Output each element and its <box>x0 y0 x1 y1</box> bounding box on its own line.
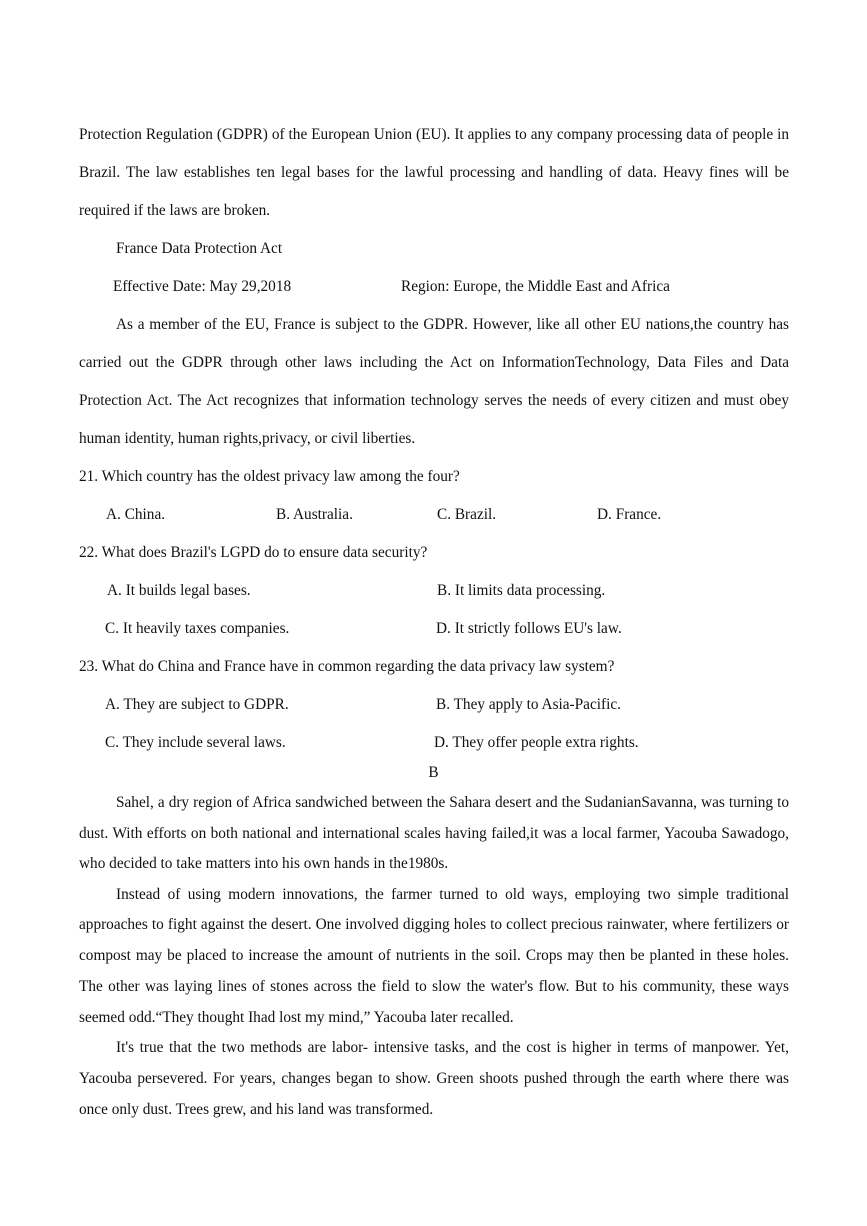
passage-line: dust. With efforts on both national and international scales having failed,it was a local farmer, Yacouba Sawadogo, <box>79 825 789 842</box>
question-stem: 21. Which country has the oldest privacy law among the four? <box>79 468 460 485</box>
passage-line: once only dust. Trees grew, and his land was transformed. <box>79 1101 434 1118</box>
answer-option: A. It builds legal bases. <box>107 582 251 599</box>
answer-option: A. They are subject to GDPR. <box>105 696 289 713</box>
passage-line: carried out the GDPR through other laws including the Act on InformationTechnology, Data Files and Data <box>79 354 789 371</box>
passage-line: As a member of the EU, France is subject to the GDPR. However, like all other EU nations,the country has <box>116 316 789 333</box>
answer-option: C. Brazil. <box>437 506 497 523</box>
passage-line: approaches to fight against the desert. One involved digging holes to collect precious rainwater, where fertilizers or <box>79 916 789 933</box>
passage-line: It's true that the two methods are labor- intensive tasks, and the cost is higher in terms of manpower. Yet, <box>116 1039 789 1056</box>
passage-line: required if the laws are broken. <box>79 202 271 219</box>
answer-option: D. It strictly follows EU's law. <box>436 620 622 637</box>
answer-option: C. They include several laws. <box>105 734 286 751</box>
passage-line: seemed odd.“They thought Ihad lost my mind,” Yacouba later recalled. <box>79 1009 514 1026</box>
passage-line: compost may be placed to increase the amount of nutrients in the soil. Crops may then be planted in these holes. <box>79 947 789 964</box>
answer-option: C. It heavily taxes companies. <box>105 620 290 637</box>
passage-line: Protection Act. The Act recognizes that information technology serves the needs of every citizen and must obey <box>79 392 789 409</box>
passage-line: Instead of using modern innovations, the farmer turned to old ways, employing two simple traditional <box>116 886 789 903</box>
answer-option: B. They apply to Asia-Pacific. <box>436 696 621 713</box>
section-heading: B <box>428 764 439 781</box>
answer-option: A. China. <box>106 506 166 523</box>
law-title: France Data Protection Act <box>116 240 283 257</box>
question-stem: 22. What does Brazil's LGPD do to ensure data security? <box>79 544 428 561</box>
answer-option: D. France. <box>597 506 662 523</box>
passage-line: Sahel, a dry region of Africa sandwiched between the Sahara desert and the SudanianSavanna, was turning to <box>116 794 789 811</box>
passage-line: human identity, human rights,privacy, or civil liberties. <box>79 430 416 447</box>
passage-line: Protection Regulation (GDPR) of the European Union (EU). It applies to any company processing data of people in <box>79 126 789 143</box>
effective-date: Effective Date: May 29,2018 <box>113 278 292 295</box>
answer-option: B. It limits data processing. <box>437 582 606 599</box>
passage-line: Brazil. The law establishes ten legal bases for the lawful processing and handling of data. Heavy fines will be <box>79 164 789 181</box>
passage-line: Yacouba persevered. For years, changes began to show. Green shoots pushed through the earth where there was <box>79 1070 789 1087</box>
passage-line: who decided to take matters into his own hands in the1980s. <box>79 855 449 872</box>
passage-line: The other was laying lines of stones across the field to slow the water's flow. But to his community, these ways <box>79 978 789 995</box>
question-stem: 23. What do China and France have in common regarding the data privacy law system? <box>79 658 615 675</box>
answer-option: D. They offer people extra rights. <box>434 734 639 751</box>
region: Region: Europe, the Middle East and Africa <box>401 278 670 295</box>
answer-option: B. Australia. <box>276 506 353 523</box>
